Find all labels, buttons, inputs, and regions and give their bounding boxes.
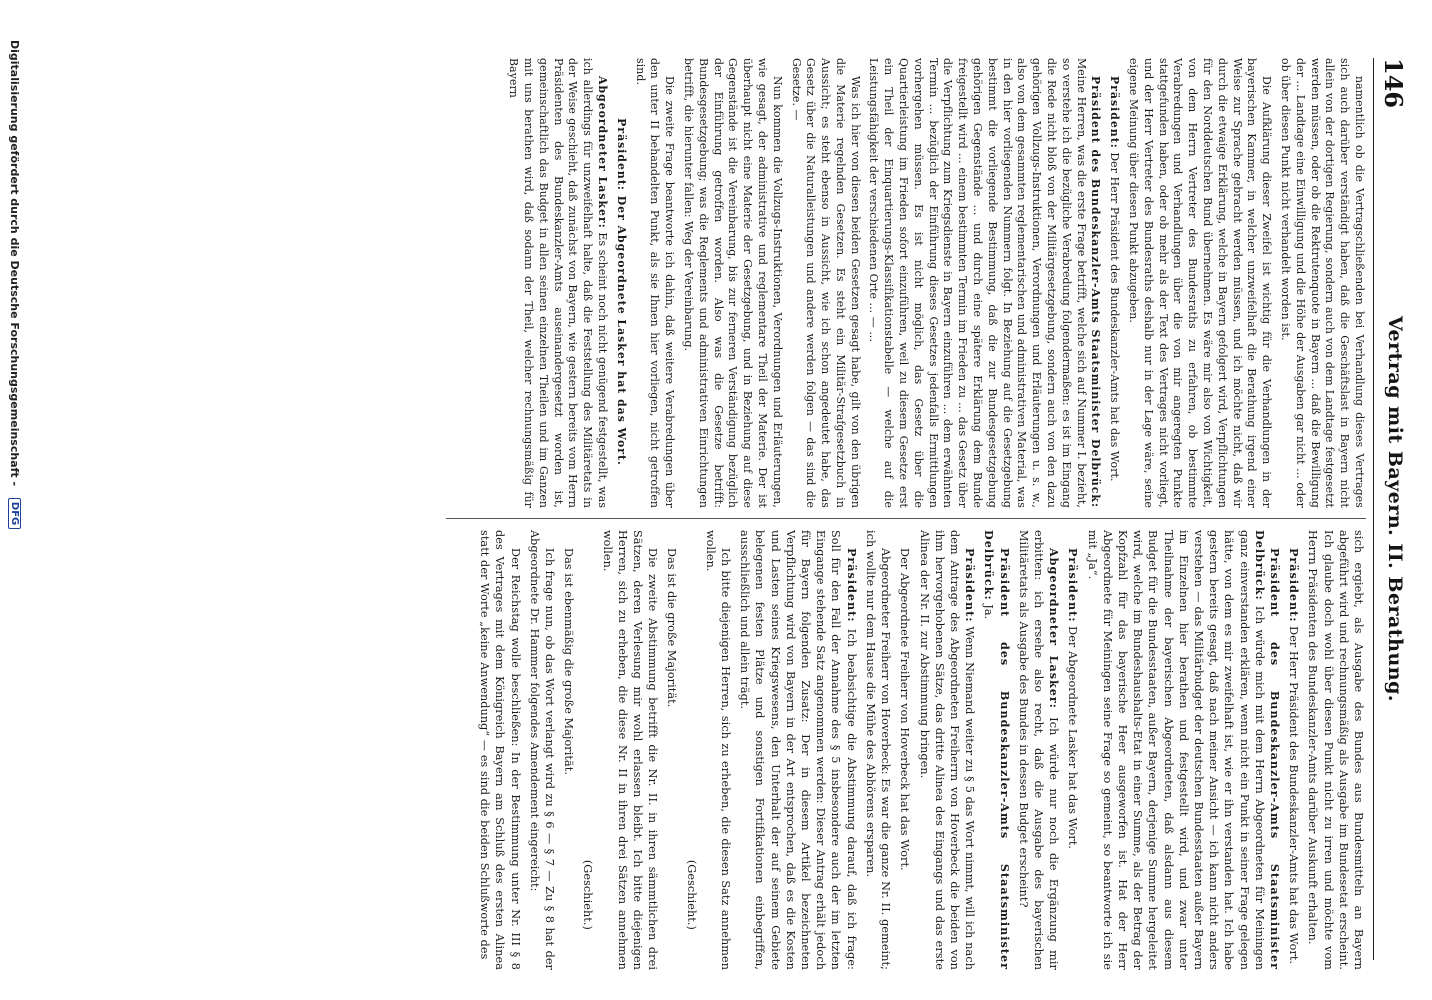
dfg-logo: DFG <box>8 498 21 529</box>
digitization-credit <box>8 40 22 960</box>
page-header <box>1378 58 1408 960</box>
right-column-paragraph: sich ergiebt, als Ausgabe des Bundes aus Bundesmitteln an Bayern abgeführt wird und rechnungsmäßig als Ausgabe im Bundesetat erscheint. Ich glaube doch wohl über diesen Punkt nicht zu irren und möchte vom Herrn Präsidenten des Bundeskanzler-Amts darüber Auskunft erhalten. <box>1306 530 1365 970</box>
right-column-speech <box>981 530 1011 970</box>
left-column-speech <box>505 58 609 508</box>
left-column-speech <box>1106 58 1121 508</box>
right-column <box>473 530 1366 970</box>
speaker-name: Präsident: <box>1108 76 1122 149</box>
speaker-name: Abgeordneter Lasker: <box>595 76 609 229</box>
speech-text: Ja. <box>982 604 996 620</box>
speech-text: Ich beabsichtige die Abstimmung darauf, daß ich frage: Soll für den Fall der Annahme des § 5 insbesondere auch der im letzten Eingange stehende Satz angenommen werden: Dieser Antrag erhält jedoch für Bayern folgenden Zusatz: Der in diesem Artikel bezeichneten Verpflichtung wird von Bayern in der Art entsprochen, daß es die Kosten und Lasten seines Kriegswesens, den Unterhalt der auf seinem Gebiete belegenen festen Plätze und sonstigen Fortifikationen einbegriffen, ausschließlich und allein trägt. <box>738 530 858 970</box>
speech-text: Wenn Niemand weiter zu § 5 das Wort nimmt, will ich nach dem Antrage des Abgeordneten Freiherrn von Hoverbeck die beiden von ihm hervorgehobenen Sätze, das dritte Alinea des Eingangs und das erste Alinea der Nr. II. zur Abstimmung bringen. <box>917 530 977 970</box>
right-column-paragraph: Abgeordneter Freiherr von Hoverbeck: Es war die ganze Nr. II. gemeint; ich wollte nur dem Hause die Mühe des Abhörens ersparen. <box>863 530 893 970</box>
left-column-paragraph: Die zweite Frage beantworte ich dahin, daß weitere Verabredungen über den unter II behandelten Punkt, als sie Ihnen hier vorliegen, nicht getroffen sind. <box>633 58 677 508</box>
right-column-speech <box>1084 530 1282 970</box>
header-rule <box>1373 58 1374 960</box>
right-column-paragraph: Der Abgeordnete Freiherr von Hoverbeck hat das Wort. <box>898 548 912 871</box>
speaker-name: Abgeordneter Lasker: <box>1047 548 1062 709</box>
column-divider <box>446 518 1366 519</box>
right-column-paragraph: Ich bitte diejenigen Herren, sich zu erheben, die diesen Satz annehmen wollen. <box>703 530 733 970</box>
left-column-paragraph: namentlich ob die Vertragschließenden bei Verhandlung dieses Vertrages sich auch darüber verständigt haben, daß die Geschäftslast in Bayern nicht allein von der dortigen Regierung, sondern auch von dem Landtage festgesetzt werden müssen, oder ob die Rektrutenquote in Bayern ... daß die Bewilligung der ... Landtage eine Einwilligung und die Höhe der Ausgaben gar nicht ... oder ob über diesen Punkt nicht verhandelt worden ist. <box>1279 58 1366 508</box>
right-column-paragraph: Der Reichstag wolle beschließen: In der Bestimmung unter Nr. III § 8 des Vertrages mit dem Königreich Bayern am Schluß des ersten Alinea statt der Worte „keine Anwendung“ — es sind die beiden Schlußworte des <box>478 530 522 970</box>
left-column-paragraph: Was ich hier von diesen beiden Gesetzen gesagt habe, gilt von den übrigen die Materie regelnden Gesetzen. Es steht ein Militär-Strafgesetzbuch in Aussicht; es steht ebenso in Aussicht, wie ich schon angedeutet habe, das Gesetz über die Naturalleistungen und andere werden folgen — das sind die Gesetze. — <box>789 58 862 508</box>
speech-text: Meine Herren, was die erste Frage betrifft, welche sich auf Nummer I. bezieht, so verstehe ich die bezügliche Verabredung folgendermaßen: es ist im Eingang die Rede nicht bloß von der Militärgesetzgebung, sondern auch von den dazu gehörigen Vollzugs-Instruktionen, Verordnungen und Erläuterungen u. s. w., also von dem gesammten reglementarischen und administrativen Material, was in den hier vorliegenden Nummern folgt. In Beziehung auf die Gesetzgebung bestimmt die vorliegende Bestimmung, daß die zur Bundesgesetzgebung gehörigen Gegenstände ... und durch eine spätere Erklärung dem Bunde freigestellt wird ... einem bestimmten Termin im Frieden zu ... das Gesetz über die Verpflichtung zum Kriegsdienste in Bayern einzuführen ... dem erwähnten Termin ... bezüglich der Einführung dieses Gesetzes jedenfalls Ermittlungen vorhergehen müssen. Es ist nicht möglich, das Gesetz über die Quartierleistung im Frieden sofort einzuführen, weil zu diesem Gesetze erst ein Theil der Einquartierungs-Klassifikationstabelle — welche auf die Leistungsfähigkeit der verschiedenen Orte ... — ... <box>867 58 1088 508</box>
speaker-name: Präsident: <box>1066 548 1081 623</box>
right-column-speech <box>1065 530 1080 970</box>
credit-text: Digitalisierung gefördert durch die Deutsche Forschungsgemeinschaft - <box>8 40 22 487</box>
left-column-paragraph: Nun kommen die Vollzugs-Instruktionen, Verordnungen und Erläuterungen, wie gesagt, der administrative und reglementare Theil der Materie. Der ist überhaupt nicht eine Materie der Gesetzgebung, und in Beziehung auf diese Gegenstände ist die Vereinbarung, bis zur ferneren Verständigung bezüglich der Einführung getroffen worden. Also was die Gesetze betrifft: Bundesgesetzgebung; was die Reglements und administrativen Einrichtungen betrifft, die hierunter fallen: Weg der Vereinbarung. <box>681 58 784 508</box>
speech-text: Der Herr Präsident des Bundeskanzler-Amts hat das Wort. <box>1108 152 1122 482</box>
left-column-speech <box>866 58 1103 508</box>
right-column-speech <box>916 530 977 970</box>
speaker-name: Präsident des Bundeskanzler-Amts Staatsminister Delbrück: <box>1252 530 1282 970</box>
speech-text: Ich würde nur noch die Ergänzung mir erbitten: ich ersehe also recht, daß die Ausgabe des bayerischen Militäretats als Ausgabe des Bundes in dessen Budget erscheint? <box>1016 530 1061 970</box>
speaker-name: Präsident des Bundeskanzler-Amts Staatsminister Delbrück: <box>1089 76 1103 508</box>
right-column-stage-direction: (Geschieht.) <box>581 859 595 930</box>
right-column-speech <box>737 530 859 970</box>
speaker-name: Präsident: <box>963 548 978 623</box>
speech-text: Es scheint noch nicht genügend festgestellt, was ich allerdings für unzweifelhaft halte, daß die Feststellung des Militäretats in der Weise geschieht, daß zunächst von Bayern, wie gestern bereits vom Herrn Präsidenten des Bundeskanzler-Amts auseinandergesetzt worden ist, gemeinschaftlich das Budget in allen seinen einzelnen Theilen und im Ganzen mit uns berathen wird, daß sodann der Theil, welcher rechnungsmäßig für Bayern <box>507 58 609 509</box>
right-column-paragraph: Die zweite Abstimmung betrifft die Nr. II. in ihren sämmtlichen drei Sätzen, deren Verlesung mir wohl erlassen bleibt. Ich bitte diejenigen Herren, sich zu erheben, die diese Nr. II in ihren drei Sätzen annehmen wollen. <box>600 530 660 970</box>
speech-text: Der Abgeordnete Lasker hat das Wort. <box>1066 626 1080 850</box>
left-column <box>501 58 1366 508</box>
speaker-name: Präsident des Bundeskanzler-Amts Staatsminister Delbrück: <box>982 530 1012 970</box>
right-column-speech <box>1286 530 1301 970</box>
right-column-speech <box>1016 530 1062 970</box>
speaker-name: Präsident: <box>844 548 859 623</box>
page-number: 146 <box>1379 58 1408 109</box>
right-column-paragraph: Ich frage nun, ob das Wort verlangt wird zu § 6 — § 7 — Zu § 8 hat der Abgeordnete Dr. Hammer folgendes Amendement eingereicht: <box>527 530 557 970</box>
left-column-paragraph: Die Aufklärung dieser Zweifel ist wichtig für die Verhandlungen in der bayerischen Kammer, in welcher unzweifelhaft die Berathung irgend einer Weise zur Sprache gebracht werden müssen, und ich möchte nicht, daß wir durch die etwaige Erklärung, welche in Bayern gefolgert wird, Verpflichtungen für den Norddeutschen Bund übernehmen. Es wäre mir also von Wichtigkeit, von dem Herrn Vertreter des Bundesraths zu erfahren, ob bestimmte Verabredungen und Verhandlungen über die von mir angeregten Punkte stattgefunden haben, oder ob mehr als der Text des Vertrages nicht vorliegt, und der Herr Vertreter des Bundesraths deshalb nur in der Lage wäre, seine eigene Meinung über diesen Punkt abzugeben. <box>1127 58 1274 508</box>
speech-text: Ich würde mich mit dem Herrn Abgeordneten für Meiningen ganz einverstanden erklären, wenn nicht ein Punkt in seiner Frage gelegen hätte, von dem es mir zweifelhaft ist, wie er ihn verstanden hat. Ich habe gestern bereits gesagt, daß nach meiner Ansicht — ich kann nicht anders verstehen — das Militärbudget der deutschen Bundesstaaten außer Bayern im Einzelnen hier berathen und festgestellt wird, und zwar unter Theilnahme der bayerischen Abgeordneten, daß alsdann aus diesem Budget für die Bundesstaaten, außer Bayern, derjenige Summe hergeleitet wird, welche im Bundeshaushalts-Etat in einer Summe, als der Betrag der Kopfzahl für das bayerische Heer ausgeworfen ist. Hat der Herr Abgeordnete für Meiningen seine Frage so gemeint, so beantworte ich sie mit „Ja“. <box>1085 530 1266 971</box>
left-column-heading: Präsident: Der Abgeordnete Lasker hat das Wort. <box>614 118 628 466</box>
right-column-stage-direction: (Geschieht.) <box>684 859 698 930</box>
running-title: Vertrag mit Bayern. II. Berathung. <box>1384 316 1406 702</box>
speech-text: Der Herr Präsident des Bundeskanzler-Amts hat das Wort. <box>1287 626 1301 965</box>
right-column-paragraph: Das ist ebenmäßig die große Majorität. <box>562 548 576 776</box>
right-column-paragraph: Das ist die große Majorität. <box>665 548 679 708</box>
speaker-name: Präsident: <box>1287 548 1302 623</box>
